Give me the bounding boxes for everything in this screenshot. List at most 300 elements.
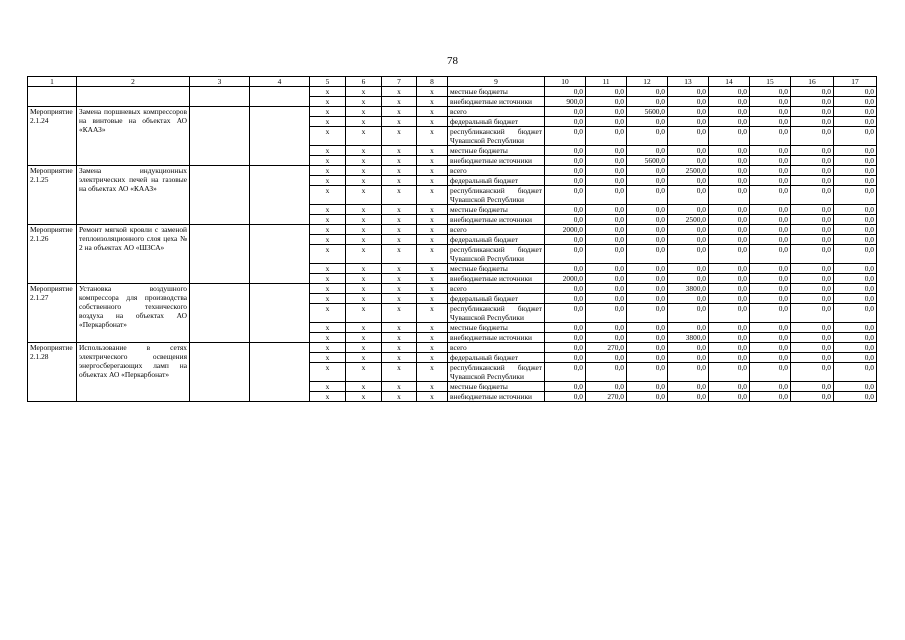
value-cell: 0,0 <box>545 363 586 382</box>
value-cell: 0,0 <box>791 127 834 146</box>
x-mark-cell: х <box>310 176 346 186</box>
x-mark-cell: х <box>382 264 417 274</box>
x-mark-cell: х <box>382 156 417 166</box>
value-cell: 0,0 <box>834 382 877 392</box>
x-mark-cell: х <box>346 107 382 117</box>
column-number-header: 10 <box>545 77 586 87</box>
x-mark-cell: х <box>346 274 382 284</box>
x-mark-cell: х <box>346 392 382 402</box>
value-cell: 0,0 <box>586 176 627 186</box>
funding-source: внебюджетные источники <box>448 392 545 402</box>
value-cell: 0,0 <box>750 323 791 333</box>
column-number-header: 17 <box>834 77 877 87</box>
x-mark-cell: х <box>346 225 382 235</box>
value-cell: 0,0 <box>834 146 877 156</box>
value-cell: 0,0 <box>545 294 586 304</box>
value-cell: 900,0 <box>545 97 586 107</box>
value-cell: 0,0 <box>750 284 791 294</box>
value-cell: 0,0 <box>627 235 668 245</box>
value-cell: 0,0 <box>668 156 709 166</box>
x-mark-cell: х <box>346 117 382 127</box>
x-mark-cell: х <box>310 264 346 274</box>
value-cell: 3800,0 <box>668 284 709 294</box>
value-cell: 0,0 <box>627 176 668 186</box>
x-mark-cell: х <box>417 97 448 107</box>
x-mark-cell: х <box>417 117 448 127</box>
x-mark-cell: х <box>382 235 417 245</box>
column-number-header: 8 <box>417 77 448 87</box>
x-mark-cell: х <box>417 323 448 333</box>
x-mark-cell: х <box>310 127 346 146</box>
measure-id: Мероприятие 2.1.26 <box>28 225 77 284</box>
x-mark-cell: х <box>417 264 448 274</box>
value-cell: 5600,0 <box>627 107 668 117</box>
value-cell: 5600,0 <box>627 156 668 166</box>
x-mark-cell: х <box>310 343 346 353</box>
value-cell: 0,0 <box>668 363 709 382</box>
x-mark-cell: х <box>310 274 346 284</box>
value-cell: 0,0 <box>627 186 668 205</box>
value-cell: 0,0 <box>791 186 834 205</box>
value-cell: 0,0 <box>709 294 750 304</box>
value-cell: 0,0 <box>750 264 791 274</box>
value-cell: 0,0 <box>750 353 791 363</box>
column-4-cell <box>250 284 310 343</box>
measure-description <box>77 87 190 107</box>
value-cell: 0,0 <box>750 156 791 166</box>
value-cell: 0,0 <box>627 392 668 402</box>
funding-source: федеральный бюджет <box>448 117 545 127</box>
x-mark-cell: х <box>346 205 382 215</box>
funding-source: республиканский бюджет Чувашской Республики <box>448 363 545 382</box>
value-cell: 0,0 <box>791 205 834 215</box>
page-number: 78 <box>447 55 458 67</box>
value-cell: 0,0 <box>834 225 877 235</box>
value-cell: 0,0 <box>791 363 834 382</box>
value-cell: 0,0 <box>668 107 709 117</box>
value-cell: 0,0 <box>586 107 627 117</box>
value-cell: 0,0 <box>668 127 709 146</box>
value-cell: 0,0 <box>586 166 627 176</box>
x-mark-cell: х <box>310 166 346 176</box>
value-cell: 0,0 <box>750 235 791 245</box>
x-mark-cell: х <box>310 146 346 156</box>
value-cell: 0,0 <box>709 186 750 205</box>
value-cell: 0,0 <box>627 333 668 343</box>
x-mark-cell: х <box>346 176 382 186</box>
value-cell: 0,0 <box>545 392 586 402</box>
value-cell: 270,0 <box>586 392 627 402</box>
x-mark-cell: х <box>382 353 417 363</box>
value-cell: 0,0 <box>586 87 627 97</box>
value-cell: 0,0 <box>709 274 750 284</box>
x-mark-cell: х <box>417 205 448 215</box>
budget-table <box>27 76 877 402</box>
value-cell: 0,0 <box>834 264 877 274</box>
value-cell: 0,0 <box>791 215 834 225</box>
value-cell: 0,0 <box>586 284 627 294</box>
funding-source: всего <box>448 107 545 117</box>
x-mark-cell: х <box>382 274 417 284</box>
value-cell: 0,0 <box>627 245 668 264</box>
value-cell: 2500,0 <box>668 215 709 225</box>
x-mark-cell: х <box>417 146 448 156</box>
value-cell: 0,0 <box>627 117 668 127</box>
value-cell: 0,0 <box>586 215 627 225</box>
value-cell: 0,0 <box>834 392 877 402</box>
x-mark-cell: х <box>310 186 346 205</box>
value-cell: 0,0 <box>709 107 750 117</box>
x-mark-cell: х <box>417 186 448 205</box>
value-cell: 0,0 <box>834 304 877 323</box>
x-mark-cell: х <box>310 87 346 97</box>
value-cell: 0,0 <box>668 87 709 97</box>
x-mark-cell: х <box>310 205 346 215</box>
funding-source: местные бюджеты <box>448 146 545 156</box>
funding-source: республиканский бюджет Чувашской Республики <box>448 127 545 146</box>
value-cell: 0,0 <box>709 245 750 264</box>
value-cell: 0,0 <box>791 97 834 107</box>
value-cell: 0,0 <box>750 97 791 107</box>
measure-description: Ремонт мягкой кровли с заменой теплоизоляционного слоя цеха № 2 на объектах АО «ШЗСА» <box>77 225 190 284</box>
value-cell: 0,0 <box>709 205 750 215</box>
x-mark-cell: х <box>417 127 448 146</box>
value-cell: 0,0 <box>709 363 750 382</box>
value-cell: 0,0 <box>668 235 709 245</box>
column-number-header: 6 <box>346 77 382 87</box>
value-cell: 0,0 <box>834 333 877 343</box>
value-cell: 0,0 <box>791 304 834 323</box>
value-cell: 0,0 <box>586 235 627 245</box>
x-mark-cell: х <box>310 245 346 264</box>
funding-source: всего <box>448 225 545 235</box>
x-mark-cell: х <box>382 333 417 343</box>
value-cell: 0,0 <box>791 353 834 363</box>
value-cell: 0,0 <box>668 117 709 127</box>
value-cell: 0,0 <box>834 363 877 382</box>
x-mark-cell: х <box>417 392 448 402</box>
measure-id: Мероприятие 2.1.28 <box>28 343 77 402</box>
x-mark-cell: х <box>417 353 448 363</box>
value-cell: 0,0 <box>709 117 750 127</box>
x-mark-cell: х <box>382 382 417 392</box>
value-cell: 0,0 <box>709 97 750 107</box>
x-mark-cell: х <box>382 215 417 225</box>
value-cell: 0,0 <box>668 264 709 274</box>
value-cell: 0,0 <box>668 176 709 186</box>
value-cell: 0,0 <box>586 304 627 323</box>
column-4-cell <box>250 87 310 107</box>
value-cell: 0,0 <box>750 363 791 382</box>
value-cell: 0,0 <box>791 166 834 176</box>
value-cell: 0,0 <box>834 117 877 127</box>
x-mark-cell: х <box>346 323 382 333</box>
funding-source: местные бюджеты <box>448 382 545 392</box>
value-cell: 0,0 <box>791 235 834 245</box>
value-cell: 0,0 <box>545 245 586 264</box>
value-cell: 0,0 <box>627 353 668 363</box>
funding-source: федеральный бюджет <box>448 353 545 363</box>
x-mark-cell: х <box>310 333 346 343</box>
column-3-cell <box>190 107 250 166</box>
value-cell: 0,0 <box>545 264 586 274</box>
value-cell: 0,0 <box>834 353 877 363</box>
value-cell: 3800,0 <box>668 333 709 343</box>
value-cell: 0,0 <box>791 87 834 97</box>
funding-source: внебюджетные источники <box>448 156 545 166</box>
value-cell: 0,0 <box>668 97 709 107</box>
column-number-header: 9 <box>448 77 545 87</box>
value-cell: 0,0 <box>668 323 709 333</box>
value-cell: 0,0 <box>586 274 627 284</box>
value-cell: 0,0 <box>627 146 668 156</box>
value-cell: 0,0 <box>627 215 668 225</box>
value-cell: 0,0 <box>834 87 877 97</box>
value-cell: 0,0 <box>586 225 627 235</box>
value-cell: 0,0 <box>750 304 791 323</box>
x-mark-cell: х <box>310 353 346 363</box>
x-mark-cell: х <box>346 87 382 97</box>
value-cell: 0,0 <box>627 343 668 353</box>
x-mark-cell: х <box>417 274 448 284</box>
value-cell: 0,0 <box>545 107 586 117</box>
value-cell: 0,0 <box>750 146 791 156</box>
value-cell: 0,0 <box>545 353 586 363</box>
value-cell: 0,0 <box>709 264 750 274</box>
funding-source: всего <box>448 343 545 353</box>
x-mark-cell: х <box>417 87 448 97</box>
value-cell: 0,0 <box>834 294 877 304</box>
x-mark-cell: х <box>346 235 382 245</box>
x-mark-cell: х <box>346 294 382 304</box>
x-mark-cell: х <box>382 205 417 215</box>
value-cell: 0,0 <box>627 294 668 304</box>
x-mark-cell: х <box>310 235 346 245</box>
column-3-cell <box>190 87 250 107</box>
funding-source: внебюджетные источники <box>448 97 545 107</box>
funding-source: республиканский бюджет Чувашской Республики <box>448 245 545 264</box>
value-cell: 0,0 <box>791 323 834 333</box>
x-mark-cell: х <box>417 156 448 166</box>
x-mark-cell: х <box>310 382 346 392</box>
x-mark-cell: х <box>382 245 417 264</box>
value-cell: 0,0 <box>586 186 627 205</box>
x-mark-cell: х <box>382 87 417 97</box>
value-cell: 0,0 <box>709 382 750 392</box>
x-mark-cell: х <box>417 225 448 235</box>
x-mark-cell: х <box>417 215 448 225</box>
value-cell: 0,0 <box>750 245 791 264</box>
x-mark-cell: х <box>346 343 382 353</box>
funding-source: местные бюджеты <box>448 205 545 215</box>
x-mark-cell: х <box>346 264 382 274</box>
x-mark-cell: х <box>382 323 417 333</box>
value-cell: 0,0 <box>586 117 627 127</box>
funding-source: федеральный бюджет <box>448 176 545 186</box>
value-cell: 0,0 <box>709 304 750 323</box>
value-cell: 0,0 <box>586 97 627 107</box>
x-mark-cell: х <box>346 284 382 294</box>
value-cell: 0,0 <box>545 166 586 176</box>
value-cell: 0,0 <box>627 264 668 274</box>
value-cell: 0,0 <box>709 392 750 402</box>
value-cell: 0,0 <box>668 343 709 353</box>
value-cell: 0,0 <box>586 323 627 333</box>
x-mark-cell: х <box>382 343 417 353</box>
value-cell: 0,0 <box>586 294 627 304</box>
value-cell: 0,0 <box>709 176 750 186</box>
value-cell: 0,0 <box>586 127 627 146</box>
value-cell: 0,0 <box>791 146 834 156</box>
x-mark-cell: х <box>310 363 346 382</box>
table-row <box>28 225 877 235</box>
value-cell: 0,0 <box>668 353 709 363</box>
value-cell: 2000,0 <box>545 225 586 235</box>
value-cell: 0,0 <box>709 235 750 245</box>
column-4-cell <box>250 166 310 225</box>
value-cell: 0,0 <box>750 176 791 186</box>
x-mark-cell: х <box>382 294 417 304</box>
value-cell: 0,0 <box>709 127 750 146</box>
value-cell: 0,0 <box>750 117 791 127</box>
measure-description: Замена индукционных электрических печей на газовые на объектах АО «КААЗ» <box>77 166 190 225</box>
column-3-cell <box>190 166 250 225</box>
x-mark-cell: х <box>346 127 382 146</box>
value-cell: 0,0 <box>627 97 668 107</box>
value-cell: 0,0 <box>668 392 709 402</box>
value-cell: 0,0 <box>668 225 709 235</box>
funding-source: внебюджетные источники <box>448 215 545 225</box>
value-cell: 0,0 <box>834 284 877 294</box>
value-cell: 0,0 <box>709 353 750 363</box>
value-cell: 0,0 <box>627 225 668 235</box>
value-cell: 0,0 <box>627 284 668 294</box>
value-cell: 0,0 <box>627 127 668 146</box>
value-cell: 0,0 <box>750 166 791 176</box>
x-mark-cell: х <box>310 323 346 333</box>
value-cell: 0,0 <box>709 333 750 343</box>
funding-source: местные бюджеты <box>448 264 545 274</box>
column-number-header: 7 <box>382 77 417 87</box>
table-row <box>28 87 877 97</box>
value-cell: 0,0 <box>750 225 791 235</box>
x-mark-cell: х <box>310 215 346 225</box>
value-cell: 0,0 <box>750 127 791 146</box>
value-cell: 0,0 <box>586 156 627 166</box>
value-cell: 0,0 <box>545 156 586 166</box>
value-cell: 0,0 <box>791 274 834 284</box>
funding-source: федеральный бюджет <box>448 235 545 245</box>
x-mark-cell: х <box>310 284 346 294</box>
value-cell: 0,0 <box>586 333 627 343</box>
value-cell: 0,0 <box>668 186 709 205</box>
value-cell: 0,0 <box>834 245 877 264</box>
value-cell: 0,0 <box>791 343 834 353</box>
x-mark-cell: х <box>346 333 382 343</box>
x-mark-cell: х <box>346 186 382 205</box>
column-number-header: 11 <box>586 77 627 87</box>
value-cell: 0,0 <box>545 215 586 225</box>
funding-source: местные бюджеты <box>448 323 545 333</box>
x-mark-cell: х <box>382 127 417 146</box>
x-mark-cell: х <box>417 333 448 343</box>
x-mark-cell: х <box>417 304 448 323</box>
value-cell: 0,0 <box>545 235 586 245</box>
value-cell: 0,0 <box>627 363 668 382</box>
column-number-header: 15 <box>750 77 791 87</box>
value-cell: 0,0 <box>668 205 709 215</box>
value-cell: 0,0 <box>545 146 586 156</box>
x-mark-cell: х <box>417 343 448 353</box>
column-number-header: 1 <box>28 77 77 87</box>
measure-description: Замена поршневых компрессоров на винтовые на объектах АО «КААЗ» <box>77 107 190 166</box>
x-mark-cell: х <box>310 117 346 127</box>
x-mark-cell: х <box>382 225 417 235</box>
value-cell: 0,0 <box>791 107 834 117</box>
table-row <box>28 166 877 176</box>
value-cell: 0,0 <box>627 274 668 284</box>
column-4-cell <box>250 343 310 402</box>
value-cell: 0,0 <box>834 274 877 284</box>
value-cell: 0,0 <box>834 215 877 225</box>
x-mark-cell: х <box>310 294 346 304</box>
column-number-header: 4 <box>250 77 310 87</box>
value-cell: 0,0 <box>750 215 791 225</box>
value-cell: 0,0 <box>750 343 791 353</box>
measure-description: Установка воздушного компрессора для производства собственного технического воздуха на объектах АО «Перкарбонат» <box>77 284 190 343</box>
x-mark-cell: х <box>417 245 448 264</box>
value-cell: 0,0 <box>668 304 709 323</box>
x-mark-cell: х <box>382 176 417 186</box>
value-cell: 0,0 <box>791 284 834 294</box>
x-mark-cell: х <box>310 304 346 323</box>
value-cell: 0,0 <box>750 382 791 392</box>
value-cell: 0,0 <box>791 333 834 343</box>
x-mark-cell: х <box>346 245 382 264</box>
value-cell: 0,0 <box>545 382 586 392</box>
value-cell: 0,0 <box>750 205 791 215</box>
value-cell: 0,0 <box>627 166 668 176</box>
value-cell: 0,0 <box>750 87 791 97</box>
x-mark-cell: х <box>382 304 417 323</box>
table-row <box>28 343 877 353</box>
value-cell: 0,0 <box>791 392 834 402</box>
value-cell: 0,0 <box>750 274 791 284</box>
value-cell: 0,0 <box>791 225 834 235</box>
value-cell: 0,0 <box>791 156 834 166</box>
value-cell: 0,0 <box>668 294 709 304</box>
value-cell: 0,0 <box>668 146 709 156</box>
value-cell: 0,0 <box>791 264 834 274</box>
value-cell: 0,0 <box>709 166 750 176</box>
value-cell: 0,0 <box>586 245 627 264</box>
x-mark-cell: х <box>382 284 417 294</box>
x-mark-cell: х <box>346 156 382 166</box>
value-cell: 0,0 <box>834 127 877 146</box>
value-cell: 0,0 <box>709 146 750 156</box>
x-mark-cell: х <box>417 176 448 186</box>
value-cell: 0,0 <box>668 245 709 264</box>
value-cell: 0,0 <box>750 107 791 117</box>
x-mark-cell: х <box>382 186 417 205</box>
value-cell: 0,0 <box>750 294 791 304</box>
value-cell: 0,0 <box>750 333 791 343</box>
measure-id: Мероприятие 2.1.25 <box>28 166 77 225</box>
value-cell: 0,0 <box>545 87 586 97</box>
x-mark-cell: х <box>310 97 346 107</box>
value-cell: 0,0 <box>627 382 668 392</box>
value-cell: 0,0 <box>834 156 877 166</box>
